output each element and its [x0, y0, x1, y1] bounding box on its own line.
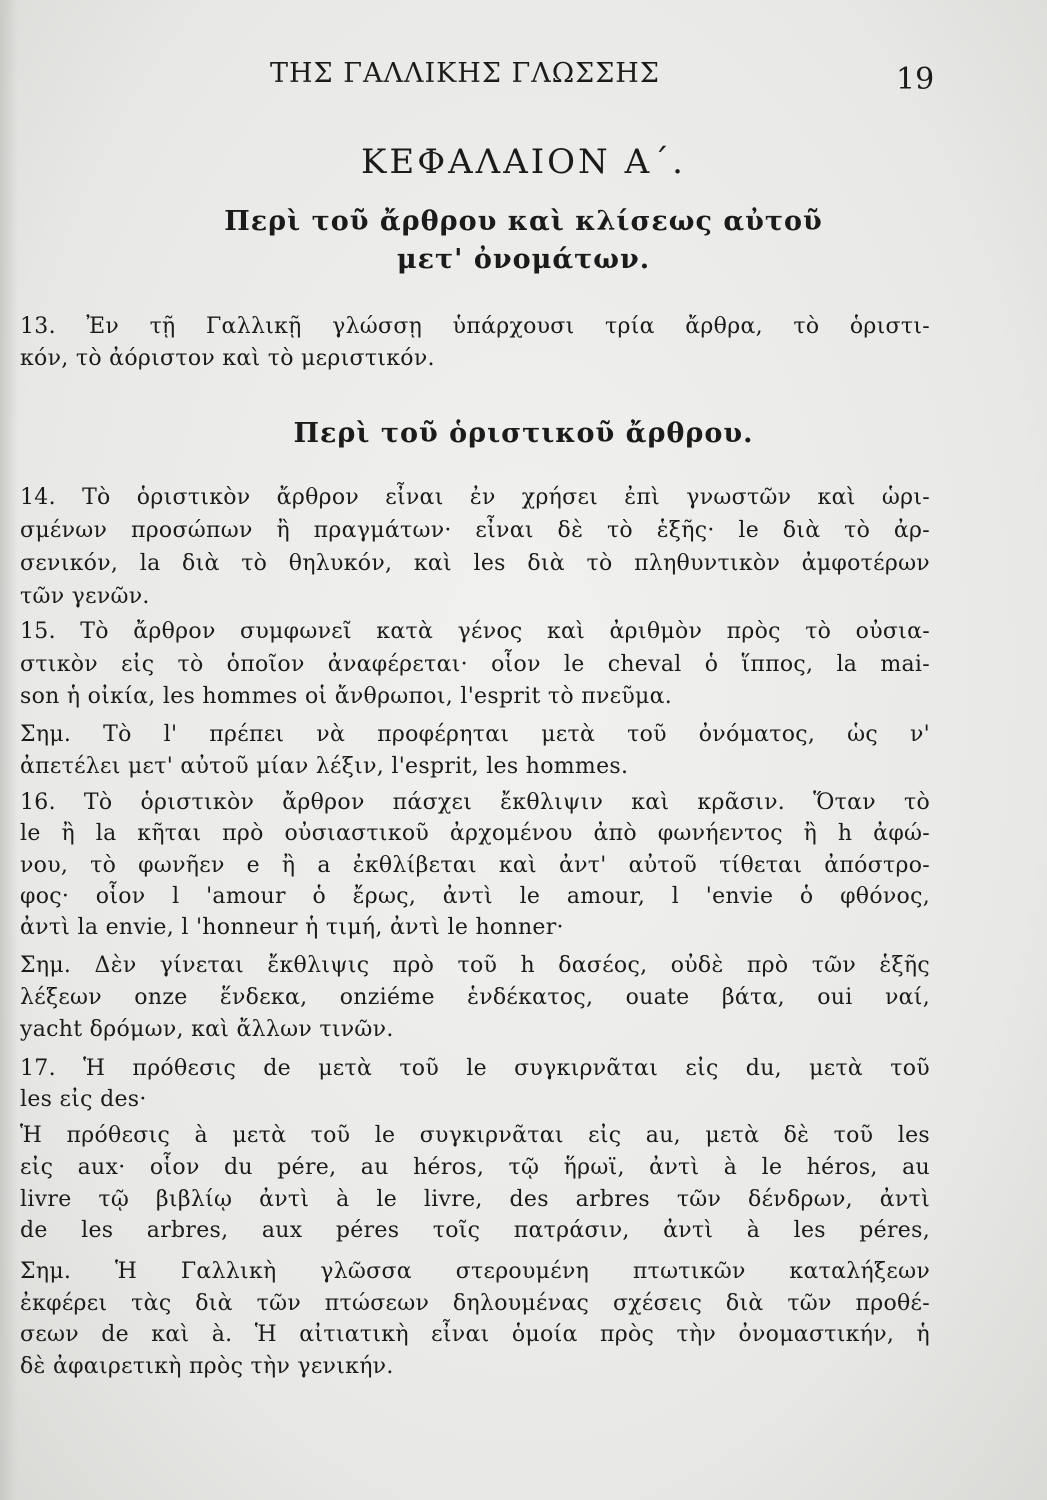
body-line: Σημ. Δὲν γίνεται ἔκθλιψις πρὸ τοῦ h δασέος, οὐδὲ πρὸ τῶν ἑξῆς: [20, 953, 930, 978]
body-line: 17. Ἡ πρόθεσις de μετὰ τοῦ le συγκιρνᾶται εἰς du, μετὰ τοῦ: [20, 1056, 930, 1081]
body-line: le ἢ la κῆται πρὸ οὐσιαστικοῦ ἀρχομένου ἀπὸ φωνήεντος ἢ h ἀφώ-: [20, 821, 930, 846]
chapter-subtitle-line-2: μετ' ὀνομάτων.: [396, 244, 651, 275]
body-line: ἐκφέρει τὰς διὰ τῶν πτώσεων δηλουμένας σχέσεις διὰ τῶν προθέ-: [20, 1291, 930, 1316]
body-line: livre τῷ βιβλίῳ ἀντὶ à le livre, des arbres τῶν δένδρων, ἀντὶ: [20, 1187, 930, 1212]
body-line: φος· οἷον l 'amour ὁ ἔρως, ἀντὶ le amour, l 'envie ὁ φθόνος,: [20, 884, 930, 909]
body-line: 16. Τὸ ὁριστικὸν ἄρθρον πάσχει ἔκθλιψιν καὶ κρᾶσιν. Ὅταν τὸ: [20, 790, 930, 815]
body-line: 15. Τὸ ἄρθρον συμφωνεῖ κατὰ γένος καὶ ἀριθμὸν πρὸς τὸ οὐσια-: [20, 619, 930, 644]
body-line: σμένων προσώπων ἢ πραγμάτων· εἶναι δὲ τὸ ἑξῆς· le διὰ τὸ ἀρ-: [20, 518, 930, 543]
body-line: Σημ. Ἡ Γαλλικὴ γλῶσσα στερουμένη πτωτικῶν καταλήξεων: [20, 1259, 930, 1284]
body-line: les εἰς des·: [20, 1087, 147, 1112]
body-line: yacht δρόμων, καὶ ἄλλων τινῶν.: [20, 1017, 394, 1042]
body-line: τῶν γενῶν.: [20, 584, 150, 609]
body-line: ἀντὶ la envie, l 'honneur ἡ τιμή, ἀντὶ le honner·: [20, 915, 564, 940]
body-line: κόν, τὸ ἀόριστον καὶ τὸ μεριστικόν.: [20, 346, 435, 371]
section-heading: Περὶ τοῦ ὁριστικοῦ ἄρθρου.: [293, 418, 754, 449]
body-line: de les arbres, aux péres τοῖς πατράσιν, ἀντὶ à les péres,: [20, 1218, 930, 1243]
body-line: Σημ. Τὸ l' πρέπει νὰ προφέρηται μετὰ τοῦ ὀνόματος, ὡς ν': [20, 722, 930, 747]
body-line: 13. Ἐν τῇ Γαλλικῇ γλώσσῃ ὑπάρχουσι τρία ἄρθρα, τὸ ὁριστι-: [20, 314, 930, 339]
body-line: ἀπετέλει μετ' αὐτοῦ μίαν λέξιν, l'esprit, les hommes.: [20, 754, 629, 779]
page-number: 19: [896, 62, 935, 97]
running-head: ΤΗΣ ΓΑΛΛΙΚΗΣ ΓΛΩΣΣΗΣ: [270, 58, 660, 89]
body-line: λέξεων onze ἕνδεκα, onziéme ἑνδέκατος, ouate βάτα, oui ναί,: [20, 985, 930, 1010]
body-line: Ἡ πρόθεσις à μετὰ τοῦ le συγκιρνᾶται εἰς au, μετὰ δὲ τοῦ les: [20, 1123, 930, 1148]
body-line: σενικόν, la διὰ τὸ θηλυκόν, καὶ les διὰ τὸ πληθυντικὸν ἀμφοτέρων: [20, 551, 930, 576]
body-line: δὲ ἀφαιρετικὴ πρὸς τὴν γενικήν.: [20, 1354, 394, 1379]
body-line: son ἡ οἰκία, les hommes οἱ ἄνθρωποι, l'esprit τὸ πνεῦμα.: [20, 684, 673, 709]
body-line: στικὸν εἰς τὸ ὁποῖον ἀναφέρεται· οἷον le cheval ὁ ἵππος, la mai-: [20, 652, 930, 677]
body-line: σεων de καὶ à. Ἡ αἰτιατικὴ εἶναι ὁμοία πρὸς τὴν ὀνομαστικήν, ἡ: [20, 1322, 930, 1347]
body-line: 14. Τὸ ὁριστικὸν ἄρθρον εἶναι ἐν χρήσει ἐπὶ γνωστῶν καὶ ὡρι-: [20, 485, 930, 510]
body-line: εἰς aux· οἷον du pére, au héros, τῷ ἥρωϊ, ἀντὶ à le héros, au: [20, 1155, 930, 1180]
chapter-title: ΚΕΦΑΛΑΙΟΝ Α΄.: [361, 142, 686, 182]
body-line: νου, τὸ φωνῆεν e ἢ a ἐκθλίβεται καὶ ἀντ' αὐτοῦ τίθεται ἀπόστρο-: [20, 853, 930, 878]
chapter-subtitle-line-1: Περὶ τοῦ ἄρθρου καὶ κλίσεως αὐτοῦ: [224, 206, 823, 237]
